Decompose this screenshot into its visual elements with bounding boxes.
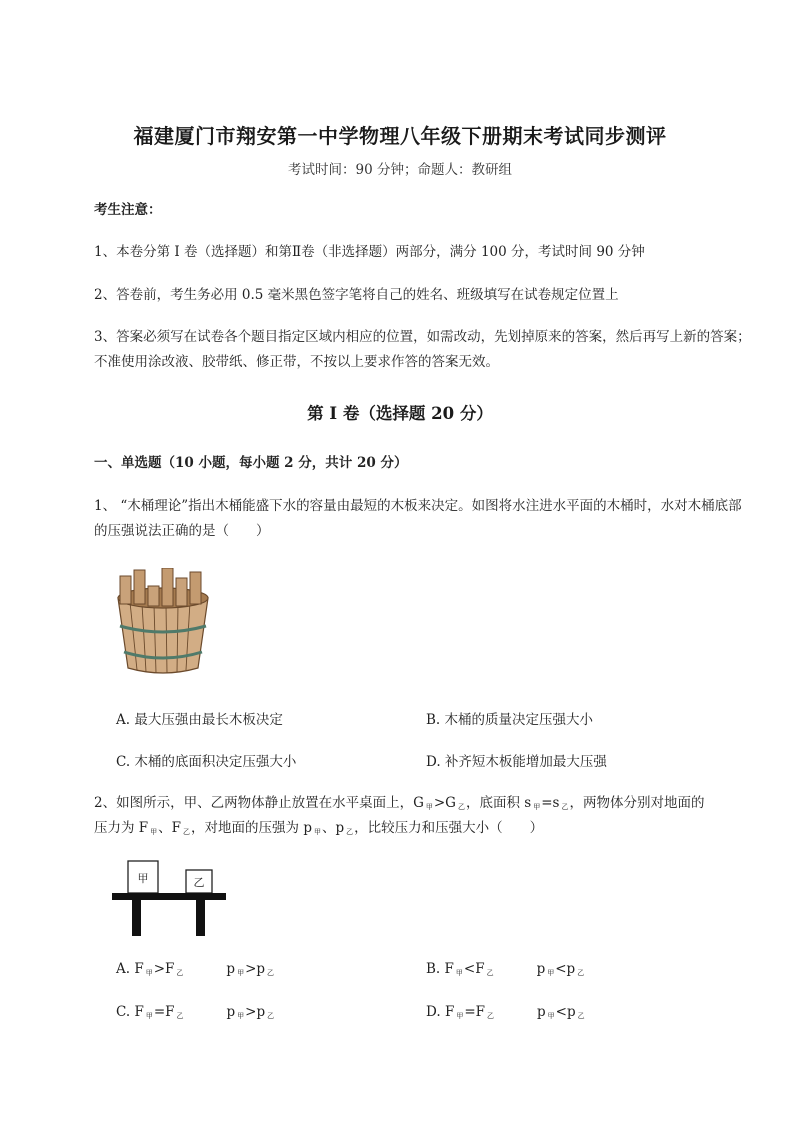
notice-item: 2、答卷前，考生务必用 0.5 毫米黑色签字笔将自己的姓名、班级填写在试卷规定位置上 — [94, 287, 619, 303]
exam-title: 福建厦门市翔安第一中学物理八年级下册期末考试同步测评 — [133, 124, 667, 148]
block-label-yi: 乙 — [193, 876, 205, 889]
question-1-text: 1、 “木桶理论”指出木桶能盛下水的容量由最短的木板来决定。如图将水注进水平面的木桶时，水对木桶底部的压强说法正确的是（ ） — [94, 498, 742, 539]
q1-option-b[interactable]: B. 木桶的质量决定压强大小 — [426, 712, 594, 728]
question-2-line-2: 压力为 F $_甲$、F $_乙$，对地面的压强为 p $_甲$、p $_乙$，比较压力和压强大小（ ） — [94, 820, 544, 836]
notice-item: 3、答案必须写在试卷各个题目指定区域内相应的位置，如需改动，先划掉原来的答案，然后再写上新的答案；不准使用涂改液、胶带纸、修正带，不按以上要求作答的答案无效。 — [94, 329, 751, 370]
notice-heading: 考生注意： — [94, 202, 162, 218]
block-label-jia: 甲 — [137, 872, 149, 885]
q2-option-a[interactable]: A. F $_甲$>F $_乙$ p $_甲$>p $_乙$ — [116, 961, 275, 977]
notice-item: 1、本卷分第 I 卷（选择题）和第Ⅱ卷（非选择题）两部分，满分 100 分，考试时间 90 分钟 — [94, 244, 645, 260]
wooden-bucket-figure — [110, 568, 216, 676]
q2-option-b[interactable]: B. F $_甲$<F $_乙$ p $_甲$<p $_乙$ — [426, 961, 585, 977]
q1-option-a[interactable]: A. 最大压强由最长木板决定 — [116, 712, 283, 728]
part-heading: 一、单选题（10 小题，每小题 2 分，共计 20 分） — [94, 455, 408, 471]
two-blocks-on-table-figure — [112, 856, 227, 938]
q1-option-c[interactable]: C. 木桶的底面积决定压强大小 — [116, 754, 297, 770]
q1-option-d[interactable]: D. 补齐短木板能增加最大压强 — [426, 754, 607, 770]
section-title: 第 I 卷（选择题 20 分） — [307, 404, 493, 423]
exam-subtitle: 考试时间：90 分钟；命题人：教研组 — [288, 162, 512, 178]
q2-option-c[interactable]: C. F $_甲$=F $_乙$ p $_甲$>p $_乙$ — [116, 1004, 275, 1020]
q2-option-d[interactable]: D. F $_甲$=F $_乙$ p $_甲$<p $_乙$ — [426, 1004, 585, 1020]
question-2-line-1: 2、如图所示，甲、乙两物体静止放置在水平桌面上，G $_甲$>G $_乙$，底面积 s $_甲$=s $_乙$，两物体分别对地面的 — [94, 795, 705, 811]
